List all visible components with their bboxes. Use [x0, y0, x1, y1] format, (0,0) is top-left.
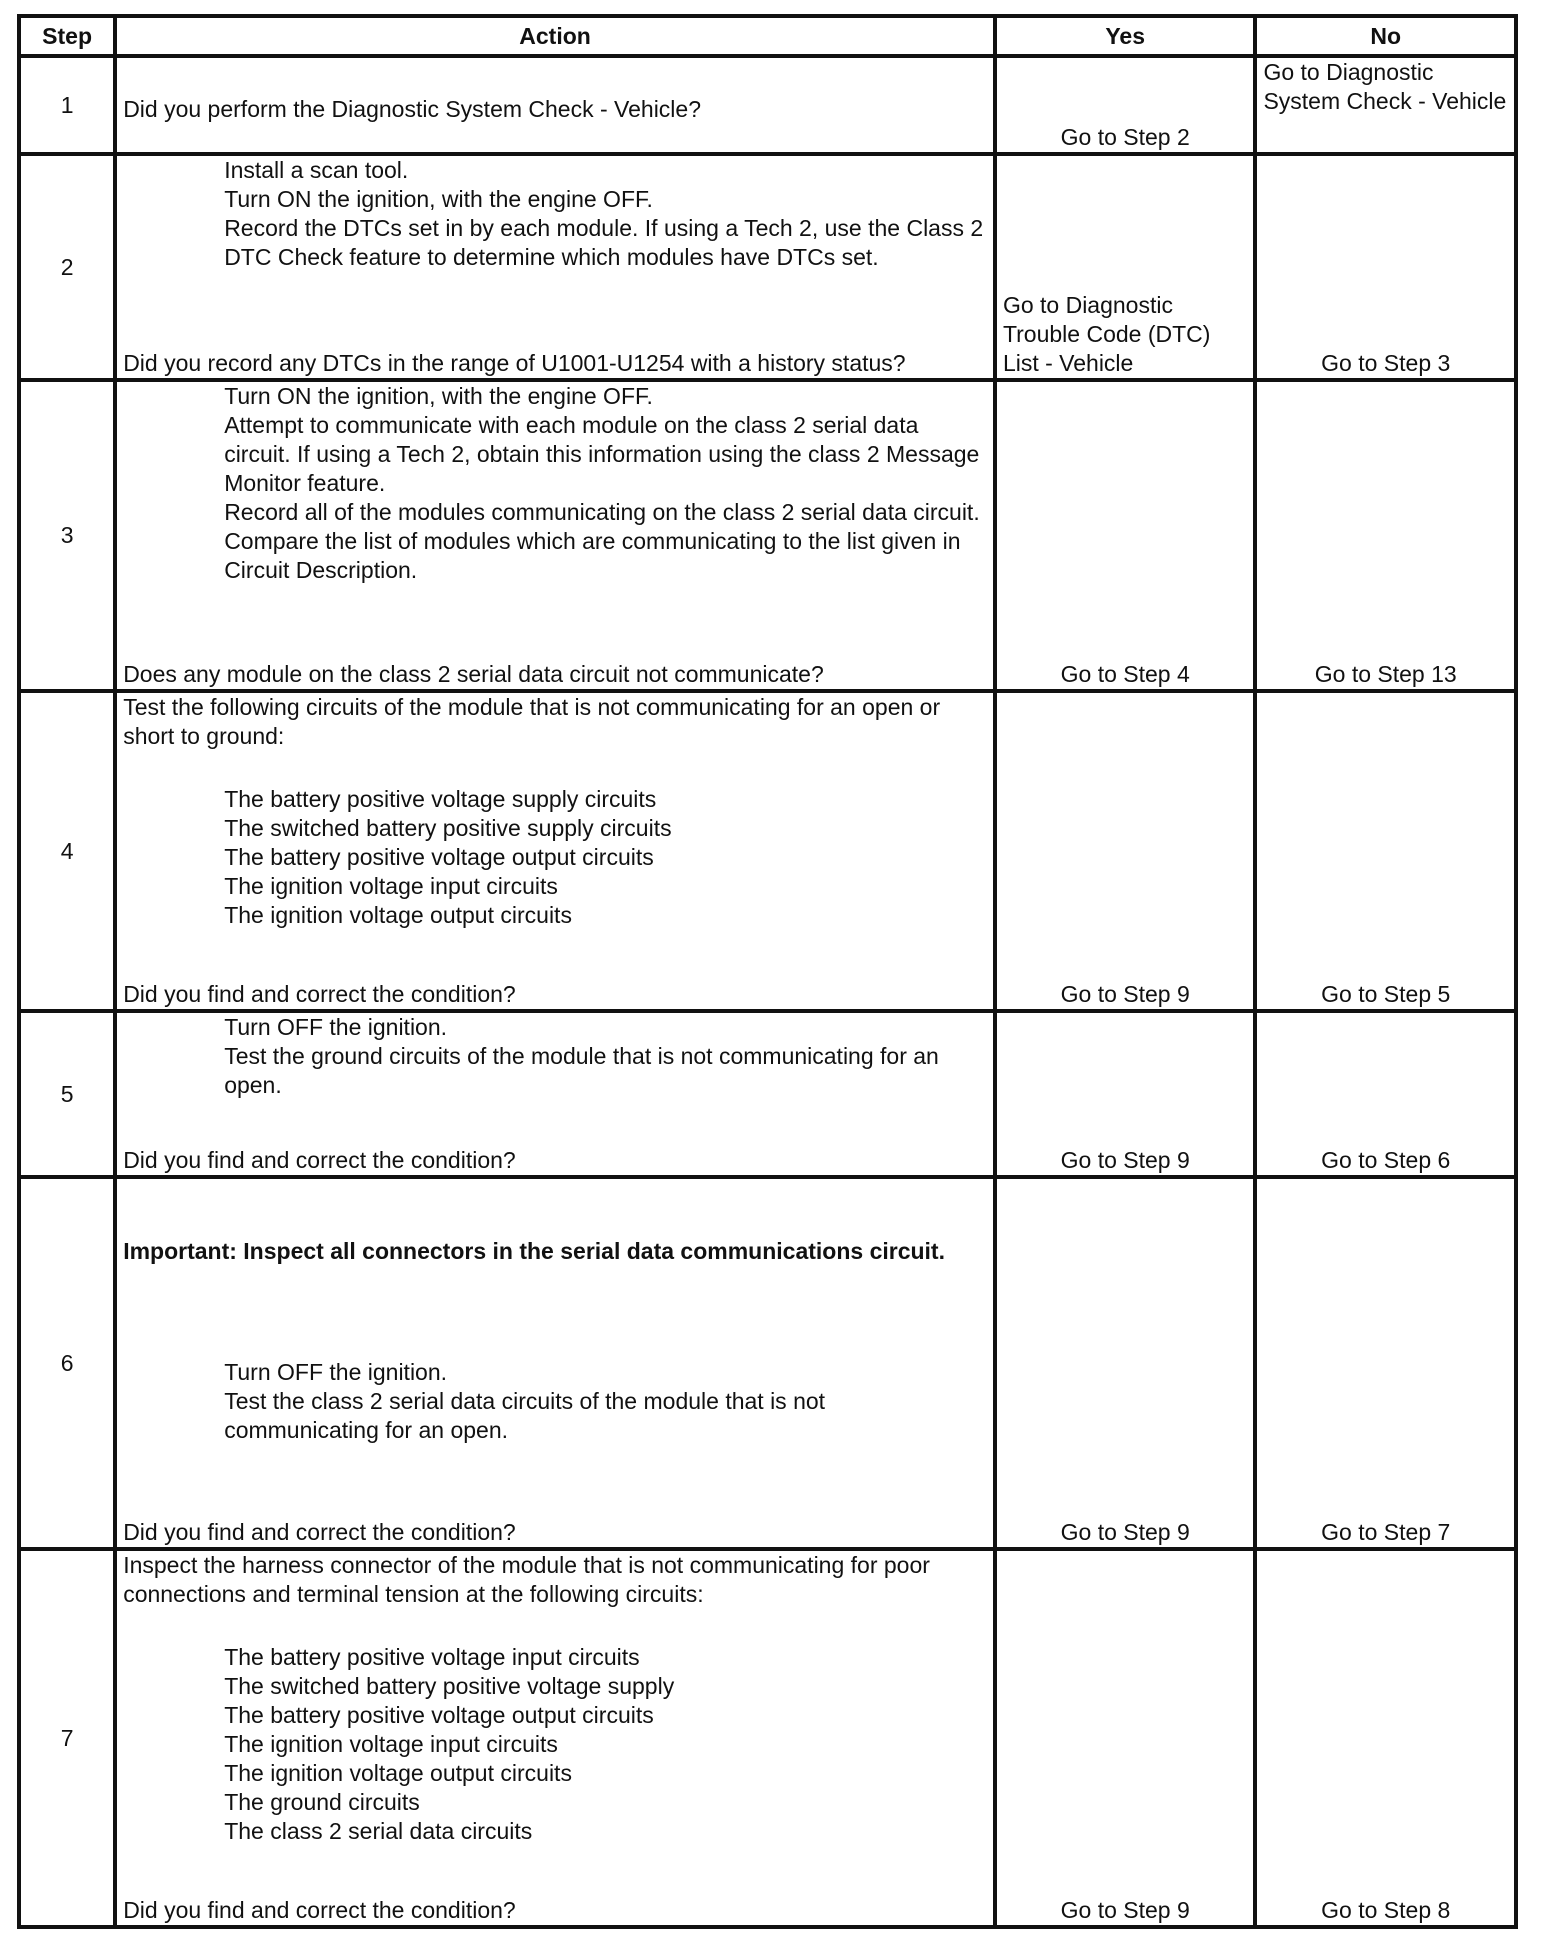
action-cell: [115, 691, 995, 1011]
table-row: [19, 154, 1516, 380]
no-cell: [1255, 56, 1516, 154]
question-text: Does any module on the class 2 serial data circuit not communicate?: [123, 661, 824, 687]
action-cell: [115, 154, 995, 380]
no-answer: Go to Step 6: [1321, 1147, 1451, 1173]
table-row: [19, 380, 1516, 691]
no-answer: Go to Step 5: [1321, 981, 1451, 1007]
header-action: Action: [115, 16, 995, 56]
action-intro: Inspect the harness connector of the module that is not communicating for poor connections and terminal tension at the following circuits:: [123, 1552, 930, 1607]
action-item: Install a scan tool.: [224, 157, 409, 183]
diagnostic-table: [17, 14, 1518, 1929]
table-row: [19, 691, 1516, 1011]
question-text: Did you find and correct the condition?: [123, 981, 516, 1007]
action-intro: Test the following circuits of the module that is not communicating for an open or short to ground:: [123, 694, 941, 749]
no-cell: [1255, 1011, 1516, 1177]
action-item: The battery positive voltage supply circuits: [224, 786, 657, 812]
action-item: Turn ON the ignition, with the engine OFF.: [224, 383, 653, 409]
action-item: Compare the list of modules which are communicating to the list given in Circuit Description.: [224, 528, 961, 583]
yes-cell: [995, 154, 1256, 380]
no-answer: Go to Step 3: [1321, 350, 1451, 376]
question-text: Did you find and correct the condition?: [123, 1519, 516, 1545]
action-cell: [115, 56, 995, 154]
table-row: [19, 1177, 1516, 1549]
question-text: Did you perform the Diagnostic System Check - Vehicle?: [123, 96, 701, 122]
yes-answer: Go to Step 9: [1060, 1147, 1190, 1173]
yes-answer: Go to Diagnostic Trouble Code (DTC) List - Vehicle: [1002, 292, 1211, 376]
no-cell: [1255, 691, 1516, 1011]
action-item: Test the class 2 serial data circuits of the module that is not communicating for an open.: [224, 1388, 826, 1443]
yes-cell: [995, 1011, 1256, 1177]
action-item: The ignition voltage input circuits: [224, 873, 558, 899]
action-cell: [115, 1011, 995, 1177]
yes-cell: [995, 380, 1256, 691]
important-note: Important: Inspect all connectors in the serial data communications circuit.: [123, 1238, 945, 1264]
header-row: [19, 16, 1516, 56]
action-item: The switched battery positive supply circuits: [224, 815, 672, 841]
no-answer: Go to Diagnostic System Check - Vehicle: [1263, 59, 1507, 114]
action-item: The battery positive voltage input circuits: [224, 1644, 640, 1670]
action-item: Turn ON the ignition, with the engine OFF.: [224, 186, 653, 212]
action-item: The switched battery positive voltage supply: [224, 1673, 675, 1699]
step-number: 2: [19, 154, 115, 380]
no-answer: Go to Step 7: [1321, 1519, 1451, 1545]
yes-answer: Go to Step 4: [1060, 661, 1190, 687]
header-step: Step: [19, 16, 115, 56]
yes-cell: [995, 56, 1256, 154]
action-item: Turn OFF the ignition.: [224, 1359, 448, 1385]
no-cell: [1255, 1177, 1516, 1549]
yes-cell: [995, 1549, 1256, 1927]
table-row: [19, 56, 1516, 154]
action-cell: [115, 1177, 995, 1549]
no-answer: Go to Step 13: [1314, 661, 1457, 687]
question-text: Did you record any DTCs in the range of U1001-U1254 with a history status?: [123, 350, 906, 376]
yes-answer: Go to Step 2: [1060, 124, 1190, 150]
no-cell: [1255, 1549, 1516, 1927]
action-item: Turn OFF the ignition.: [224, 1014, 448, 1040]
step-number: 5: [19, 1011, 115, 1177]
header-no: No: [1255, 16, 1516, 56]
action-cell: [115, 1549, 995, 1927]
step-number: 3: [19, 380, 115, 691]
no-cell: [1255, 380, 1516, 691]
action-item: Record the DTCs set in by each module. If using a Tech 2, use the Class 2 DTC Check feature to determine which modules have DTCs set.: [224, 215, 984, 270]
action-item: The class 2 serial data circuits: [224, 1818, 533, 1844]
action-item: The battery positive voltage output circuits: [224, 844, 654, 870]
action-item: Attempt to communicate with each module on the class 2 serial data circuit. If using a Tech 2, obtain this information using the class 2 Message Monitor feature.: [224, 412, 980, 496]
header-yes: Yes: [995, 16, 1256, 56]
action-item: The ignition voltage input circuits: [224, 1731, 558, 1757]
step-number: 7: [19, 1549, 115, 1927]
action-item: Test the ground circuits of the module that is not communicating for an open.: [224, 1043, 939, 1098]
question-text: Did you find and correct the condition?: [123, 1897, 516, 1923]
no-cell: [1255, 154, 1516, 380]
yes-answer: Go to Step 9: [1060, 1897, 1190, 1923]
table-row: [19, 1011, 1516, 1177]
action-item: The ignition voltage output circuits: [224, 1760, 572, 1786]
no-answer: Go to Step 8: [1321, 1897, 1451, 1923]
yes-answer: Go to Step 9: [1060, 981, 1190, 1007]
action-item: The ignition voltage output circuits: [224, 902, 572, 928]
action-item: The battery positive voltage output circuits: [224, 1702, 654, 1728]
action-item: Record all of the modules communicating on the class 2 serial data circuit.: [224, 499, 980, 525]
table-row: [19, 1549, 1516, 1927]
yes-answer: Go to Step 9: [1060, 1519, 1190, 1545]
step-number: 1: [19, 56, 115, 154]
yes-cell: [995, 691, 1256, 1011]
step-number: 4: [19, 691, 115, 1011]
action-item: The ground circuits: [224, 1789, 420, 1815]
step-number: 6: [19, 1177, 115, 1549]
yes-cell: [995, 1177, 1256, 1549]
question-text: Did you find and correct the condition?: [123, 1147, 516, 1173]
action-cell: [115, 380, 995, 691]
